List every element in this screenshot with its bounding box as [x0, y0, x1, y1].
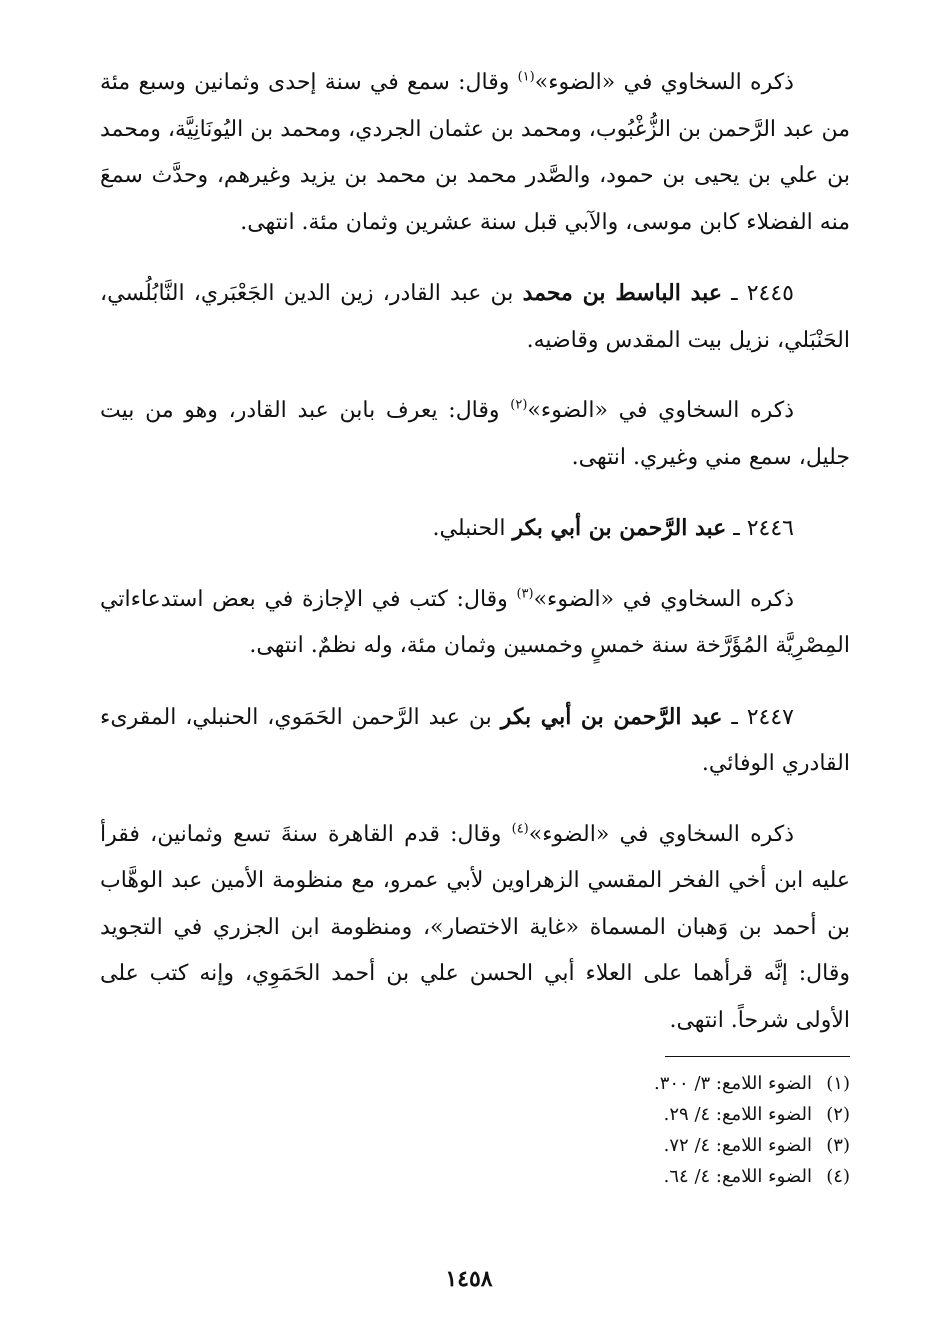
- entry-number: ٢٤٤٦ ـ: [733, 516, 794, 541]
- footnote-ref[interactable]: (٤): [511, 821, 529, 837]
- paragraph-quote: [100, 812, 850, 1045]
- footnote-text: الضوء اللامع: ٤/ ٧٢.: [663, 1135, 812, 1156]
- quote-text: وقال: سمع في سنة إحدى وثمانين وسبع مئة من عبد الرَّحمن بن الزُّغْبُوب، ومحمد بن عثمان الجردي، ومحمد بن اليُونَانِيَّة، ومحمد بن علي بن يحيى بن حمود، والصَّدر محمد بن محمد بن يزيد وغيرهم، وحدَّث سمعَ منه الفضلاء كابن موسى، والآبي قبل سنة عشرين وثمان مئة. انتهى.: [100, 70, 850, 235]
- footnote-item: [450, 1068, 850, 1099]
- entry-paragraph: [100, 270, 850, 364]
- quote-text: وقال: قدم القاهرة سنةَ تسع وثمانين، فقرأ عليه ابن أخي الفخر المقسي الزهراوين لأبي عمرو، مع منظومة الأمين عبد الوهَّاب بن أحمد بن وَهبان المسماة «غاية الاختصار»، ومنظومة ابن الجزري في التجويد وقال: إنَّه قرأهما على العلاء أبي الحسن علي بن أحمد الحَمَوِي، وإنه كتب على الأولى شرحاً. انتهى.: [100, 821, 850, 1033]
- paragraph-quote: [100, 388, 850, 481]
- paragraph-quote: [100, 60, 850, 246]
- footnote-text: الضوء اللامع: ٤/ ٢٩.: [663, 1104, 812, 1125]
- quote-lead: ذكره السخاوي في «الضوء»: [533, 586, 795, 612]
- quote-lead: ذكره السخاوي في «الضوء»: [534, 70, 794, 95]
- entry-name: عبد الرَّحمن بن أبي بكر: [512, 515, 727, 541]
- quote-lead: ذكره السخاوي في «الضوء»: [528, 821, 795, 847]
- entry-paragraph: [100, 505, 850, 553]
- quote-text: وقال: يعرف بابن عبد القادر، وهو من بيت جليل، سمع مني وغيري. انتهى.: [100, 398, 850, 470]
- footnote-text: الضوء اللامع: ٤/ ٦٤.: [663, 1166, 812, 1187]
- entry-number: ٢٤٤٧ ـ: [731, 704, 794, 730]
- footnote-item: [450, 1099, 850, 1130]
- footnote-item: [450, 1161, 850, 1192]
- footnote-item: [450, 1130, 850, 1161]
- paragraph-quote: [100, 577, 850, 670]
- entry-paragraph: [100, 694, 850, 788]
- entry-name: عبد الباسط بن محمد: [522, 280, 722, 306]
- quote-text: وقال: كتب في الإجازة في بعض استدعاءاتي المِصْرِيَّة المُؤَرَّخة سنة خمسٍ وخمسين وثمان مئة، وله نظمٌ. انتهى.: [100, 586, 850, 658]
- footnote-ref[interactable]: (٣): [516, 586, 534, 602]
- footnote-number: (١): [826, 1073, 850, 1094]
- footnote-text: الضوء اللامع: ٣/ ٣٠٠.: [653, 1073, 812, 1094]
- footnote-ref[interactable]: (٢): [510, 397, 528, 413]
- page-body: [100, 60, 850, 1068]
- footnote-number: (٢): [826, 1104, 850, 1125]
- entry-text: بن عبد القادر، زين الدين الجَعْبَري، النَّابُلُسي، الحَنْبَلي، نزيل بيت المقدس وقاضيه.: [100, 281, 850, 353]
- page-number: ١٤٥٨: [445, 1266, 493, 1292]
- footnote-separator: [665, 1056, 850, 1057]
- entry-text: بن عبد الرَّحمن الحَمَوي، الحنبلي، المقرىء القادري الوفائي.: [100, 704, 850, 776]
- quote-lead: ذكره السخاوي في «الضوء»: [527, 398, 795, 423]
- footnote-ref[interactable]: (١): [517, 69, 535, 85]
- entry-text: الحنبلي.: [432, 516, 513, 541]
- footnote-number: (٤): [826, 1166, 850, 1187]
- entry-name: عبد الرَّحمن بن أبي بكر: [500, 703, 723, 730]
- entry-number: ٢٤٤٥ ـ: [731, 281, 794, 306]
- footnotes: [450, 1068, 850, 1192]
- footnote-number: (٣): [826, 1135, 850, 1156]
